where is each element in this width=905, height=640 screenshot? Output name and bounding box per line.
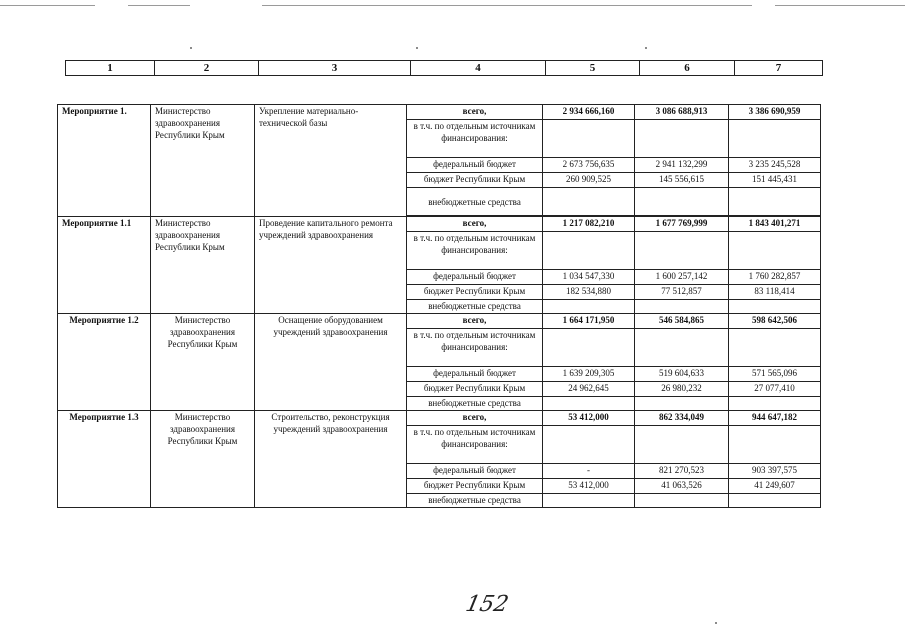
offbudget-value (543, 300, 635, 314)
empty-cell (635, 232, 729, 270)
scan-artifact-line (128, 5, 190, 6)
sources-note: в т.ч. по отдельным источникам финансирования: (407, 329, 543, 367)
column-number-row (66, 61, 823, 76)
federal-label: федеральный бюджет (407, 270, 543, 285)
regional-value: 83 118,414 (729, 285, 821, 300)
column-number: 3 (259, 61, 411, 76)
total-value: 1 677 769,999 (635, 217, 729, 232)
empty-cell (543, 120, 635, 158)
table-row (58, 411, 821, 426)
federal-value: - (543, 464, 635, 479)
regional-value: 145 556,615 (635, 173, 729, 188)
empty-cell (729, 120, 821, 158)
federal-value: 519 604,633 (635, 367, 729, 382)
agency-cell: Министерство здравоохранения Республики Крым (151, 411, 255, 508)
total-value: 53 412,000 (543, 411, 635, 426)
column-number-header (65, 60, 823, 76)
offbudget-value (635, 397, 729, 411)
offbudget-value (729, 300, 821, 314)
offbudget-value (729, 494, 821, 508)
offbudget-value (543, 188, 635, 216)
empty-cell (729, 426, 821, 464)
offbudget-label: внебюджетные средства (407, 188, 543, 216)
regional-label: бюджет Республики Крым (407, 382, 543, 397)
empty-cell (729, 329, 821, 367)
federal-value: 821 270,523 (635, 464, 729, 479)
offbudget-value (635, 300, 729, 314)
total-value: 944 647,182 (729, 411, 821, 426)
sources-note: в т.ч. по отдельным источникам финансирования: (407, 120, 543, 158)
scan-speck (416, 47, 418, 49)
total-label: всего, (407, 217, 543, 232)
agency-cell: Министерство здравоохранения Республики Крым (151, 217, 255, 314)
scan-artifact-line (262, 5, 752, 6)
sources-note: в т.ч. по отдельным источникам финансирования: (407, 426, 543, 464)
regional-value: 27 077,410 (729, 382, 821, 397)
federal-value: 3 235 245,528 (729, 158, 821, 173)
offbudget-value (543, 397, 635, 411)
empty-cell (635, 329, 729, 367)
federal-value: 903 397,575 (729, 464, 821, 479)
column-number: 1 (66, 61, 155, 76)
total-value: 1 843 401,271 (729, 217, 821, 232)
total-value: 546 584,865 (635, 314, 729, 329)
empty-cell (543, 329, 635, 367)
table-row (58, 217, 821, 232)
total-value: 3 386 690,959 (729, 105, 821, 120)
event-cell: Мероприятие 1.2 (58, 314, 151, 411)
offbudget-value (635, 494, 729, 508)
offbudget-value (543, 494, 635, 508)
agency-cell: Министерство здравоохранения Республики Крым (151, 105, 255, 217)
regional-label: бюджет Республики Крым (407, 173, 543, 188)
event-cell: Мероприятие 1.1 (58, 217, 151, 314)
federal-value: 1 034 547,330 (543, 270, 635, 285)
federal-label: федеральный бюджет (407, 158, 543, 173)
scan-speck (645, 47, 647, 49)
title-cell: Проведение капитального ремонта учреждений здравоохранения (255, 217, 407, 314)
sources-note: в т.ч. по отдельным источникам финансирования: (407, 232, 543, 270)
federal-value: 571 565,096 (729, 367, 821, 382)
federal-value: 1 760 282,857 (729, 270, 821, 285)
total-label: всего, (407, 105, 543, 120)
regional-value: 26 980,232 (635, 382, 729, 397)
regional-label: бюджет Республики Крым (407, 285, 543, 300)
federal-value: 1 600 257,142 (635, 270, 729, 285)
page-number: 152 (463, 592, 511, 617)
total-value: 3 086 688,913 (635, 105, 729, 120)
empty-cell (543, 426, 635, 464)
empty-cell (543, 232, 635, 270)
empty-cell (635, 426, 729, 464)
total-value: 862 334,049 (635, 411, 729, 426)
regional-value: 41 063,526 (635, 479, 729, 494)
total-value: 2 934 666,160 (543, 105, 635, 120)
column-number: 7 (735, 61, 823, 76)
scan-artifact-line (0, 5, 95, 6)
empty-cell (729, 232, 821, 270)
offbudget-value (635, 188, 729, 216)
agency-cell: Министерство здравоохранения Республики Крым (151, 314, 255, 411)
federal-value: 2 673 756,635 (543, 158, 635, 173)
scan-speck (715, 622, 717, 624)
regional-label: бюджет Республики Крым (407, 479, 543, 494)
column-number: 4 (411, 61, 546, 76)
regional-value: 41 249,607 (729, 479, 821, 494)
scan-speck (190, 47, 192, 49)
offbudget-label: внебюджетные средства (407, 300, 543, 314)
regional-value: 24 962,645 (543, 382, 635, 397)
total-value: 1 664 171,950 (543, 314, 635, 329)
regional-value: 260 909,525 (543, 173, 635, 188)
funding-table (57, 104, 821, 508)
regional-value: 53 412,000 (543, 479, 635, 494)
column-number: 6 (640, 61, 735, 76)
total-label: всего, (407, 314, 543, 329)
offbudget-value (729, 188, 821, 216)
offbudget-value (729, 397, 821, 411)
federal-value: 1 639 209,305 (543, 367, 635, 382)
table-row (58, 105, 821, 120)
table-row (58, 314, 821, 329)
scan-artifact-line (775, 5, 905, 6)
offbudget-label: внебюджетные средства (407, 397, 543, 411)
federal-label: федеральный бюджет (407, 367, 543, 382)
empty-cell (635, 120, 729, 158)
federal-label: федеральный бюджет (407, 464, 543, 479)
column-number: 2 (155, 61, 259, 76)
title-cell: Строительство, реконструкция учреждений здравоохранения (255, 411, 407, 508)
event-cell: Мероприятие 1. (58, 105, 151, 217)
total-value: 1 217 082,210 (543, 217, 635, 232)
regional-value: 151 445,431 (729, 173, 821, 188)
title-cell: Оснащение оборудованием учреждений здравоохранения (255, 314, 407, 411)
regional-value: 77 512,857 (635, 285, 729, 300)
regional-value: 182 534,880 (543, 285, 635, 300)
offbudget-label: внебюджетные средства (407, 494, 543, 508)
total-label: всего, (407, 411, 543, 426)
total-value: 598 642,506 (729, 314, 821, 329)
event-cell: Мероприятие 1.3 (58, 411, 151, 508)
column-number: 5 (546, 61, 640, 76)
title-cell: Укрепление материально-технической базы (255, 105, 407, 217)
federal-value: 2 941 132,299 (635, 158, 729, 173)
